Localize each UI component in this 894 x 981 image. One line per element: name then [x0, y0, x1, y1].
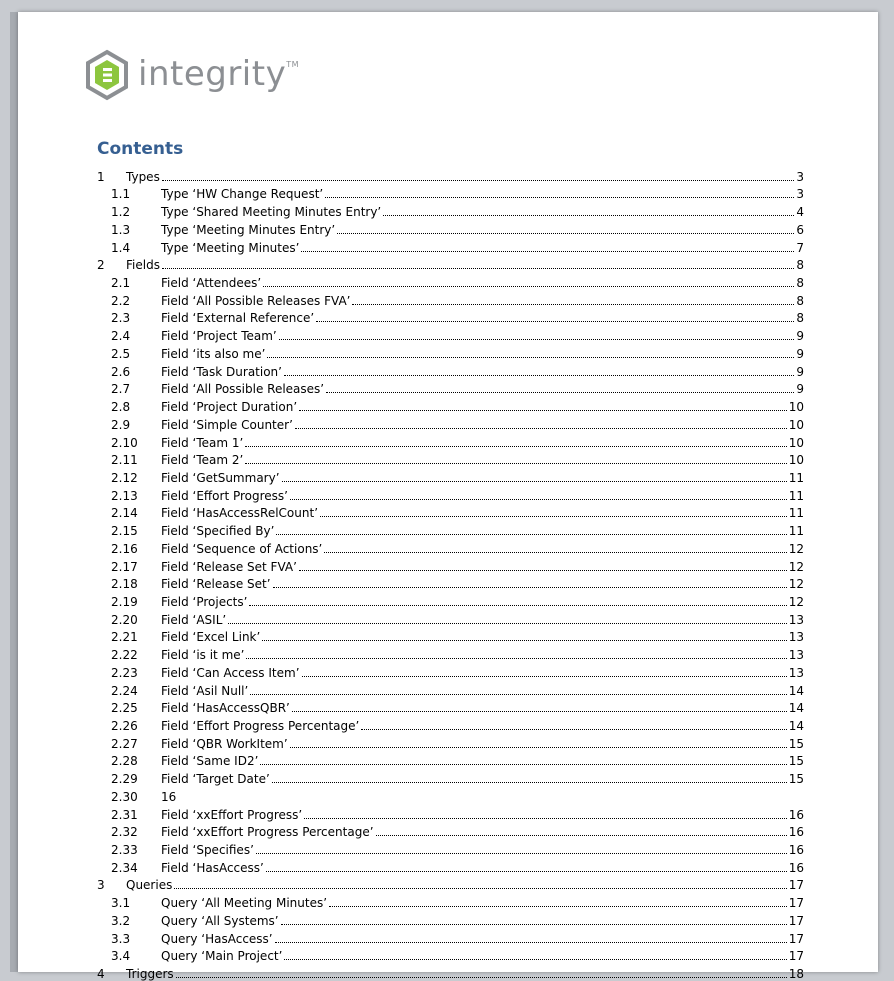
toc-entry-label: Field ‘Asil Null’ — [161, 683, 249, 698]
toc-entry-number: 2.31 — [111, 807, 138, 822]
toc-entry[interactable] — [97, 786, 804, 804]
toc-entry-label: Field ‘Effort Progress Percentage’ — [161, 719, 360, 733]
toc-entry-page: 10 — [788, 435, 804, 450]
toc-entry[interactable] — [97, 520, 804, 538]
toc-entry[interactable] — [97, 556, 804, 574]
toc-entry[interactable] — [97, 414, 804, 432]
toc-entry[interactable] — [97, 946, 804, 964]
toc-entry-number: 2.5 — [111, 346, 131, 361]
toc-title: Contents — [97, 139, 184, 159]
toc-entry-label: Field ‘ASIL’ — [161, 612, 227, 627]
toc-dot-leader — [272, 782, 787, 783]
toc-entry-number: 3.3 — [111, 931, 131, 946]
toc-entry-page: 8 — [796, 276, 804, 291]
toc-dot-leader — [246, 658, 786, 659]
toc-entry-label: Field ‘Task Duration’ — [161, 364, 282, 379]
toc-dot-leader — [162, 180, 795, 181]
logo-wordmark: integrity™ — [138, 54, 299, 94]
toc-dot-leader — [299, 570, 787, 571]
toc-entry[interactable] — [97, 857, 804, 875]
toc-dot-leader — [284, 959, 786, 960]
toc-entry-page: 9 — [796, 329, 804, 344]
toc-entry-label: Field ‘Effort Progress’ — [161, 488, 288, 503]
toc-entry-label: 16 — [161, 789, 177, 804]
toc-entry-label: Field ‘HasAccess’ — [161, 860, 264, 875]
toc-entry-label: Type ‘HW Change Request’ — [161, 187, 324, 202]
toc-entry[interactable] — [97, 219, 804, 237]
toc-entry-number: 2.25 — [111, 701, 138, 716]
toc-entry-page: 13 — [788, 648, 804, 663]
toc-entry-label: Field ‘HasAccessQBR’ — [161, 701, 290, 716]
toc-dot-leader — [267, 357, 794, 358]
toc-entry-label: Field ‘xxEffort Progress Percentage’ — [161, 825, 374, 840]
toc-entry[interactable] — [97, 910, 804, 928]
toc-dot-leader — [256, 853, 787, 854]
toc-entry-label: Field ‘its also me’ — [161, 346, 266, 361]
toc-entry-number: 2.26 — [111, 719, 138, 733]
toc-dot-leader — [301, 251, 794, 252]
toc-dot-leader — [325, 197, 794, 198]
toc-dot-leader — [276, 534, 786, 535]
toc-entry-label: Field ‘Release Set’ — [161, 577, 271, 592]
toc-dot-leader — [316, 321, 794, 322]
toc-entry-number: 2.10 — [111, 435, 138, 450]
toc-entry-label: Triggers — [126, 967, 174, 981]
toc-entry-page: 13 — [788, 665, 804, 680]
toc-entry-label: Type ‘Shared Meeting Minutes Entry’ — [161, 205, 382, 220]
toc-entry-label: Field ‘QBR WorkItem’ — [161, 736, 288, 751]
toc-entry-page: 16 — [788, 843, 804, 858]
toc-entry-page: 11 — [788, 524, 804, 539]
toc-entry[interactable] — [97, 627, 804, 645]
toc-entry-number: 1 — [97, 169, 105, 184]
toc-entry-page: 12 — [788, 594, 804, 609]
toc-entry-page: 16 — [788, 825, 804, 840]
toc-dot-leader — [337, 233, 794, 234]
toc-entry-label: Query ‘All Meeting Minutes’ — [161, 896, 328, 911]
toc-entry[interactable] — [97, 255, 804, 273]
toc-entry-number: 2.20 — [111, 612, 138, 627]
toc-dot-leader — [245, 446, 786, 447]
toc-entry-number: 2.12 — [111, 470, 138, 485]
toc-entry[interactable] — [97, 839, 804, 857]
toc-entry-page: 17 — [788, 931, 804, 946]
toc-entry[interactable] — [97, 201, 804, 219]
toc-dot-leader — [245, 463, 786, 464]
toc-entry-number: 3 — [97, 878, 105, 893]
toc-entry-number: 2.27 — [111, 736, 138, 751]
toc-entry-number: 2.28 — [111, 754, 138, 769]
toc-entry[interactable] — [97, 644, 804, 662]
table-of-contents — [97, 166, 804, 981]
toc-dot-leader — [263, 286, 794, 287]
toc-entry-page: 14 — [788, 719, 804, 733]
toc-entry-number: 1.1 — [111, 187, 131, 202]
toc-entry-page: 12 — [788, 541, 804, 556]
toc-entry[interactable] — [97, 680, 804, 698]
toc-entry-page: 13 — [788, 630, 804, 645]
toc-entry-number: 2.13 — [111, 488, 138, 503]
toc-dot-leader — [304, 818, 787, 819]
toc-dot-leader — [295, 428, 787, 429]
toc-entry-page: 3 — [796, 187, 804, 202]
toc-entry-number: 2.32 — [111, 825, 138, 840]
toc-entry[interactable] — [97, 698, 804, 716]
toc-entry-number: 2.4 — [111, 329, 131, 344]
integrity-logo — [86, 50, 299, 100]
toc-entry-page: 12 — [788, 577, 804, 592]
toc-entry-number: 2.14 — [111, 506, 138, 521]
toc-entry-page: 11 — [788, 470, 804, 485]
toc-entry-label: Field ‘Can Access Item’ — [161, 665, 300, 680]
toc-entry-label: Type ‘Meeting Minutes Entry’ — [161, 222, 336, 237]
toc-entry[interactable] — [97, 804, 804, 822]
toc-entry-page: 12 — [788, 559, 804, 574]
toc-entry-label: Field ‘is it me’ — [161, 648, 245, 663]
toc-entry-number: 2.19 — [111, 594, 138, 609]
toc-entry-number: 2.21 — [111, 630, 138, 645]
toc-entry-number: 2.22 — [111, 648, 138, 663]
toc-entry-label: Field ‘All Possible Releases’ — [161, 382, 325, 397]
toc-entry[interactable] — [97, 325, 804, 343]
toc-dot-leader — [174, 888, 786, 889]
toc-entry-page: 17 — [788, 896, 804, 911]
toc-entry[interactable] — [97, 308, 804, 326]
toc-dot-leader — [361, 729, 786, 730]
toc-entry[interactable] — [97, 822, 804, 840]
toc-entry[interactable] — [97, 963, 804, 981]
toc-entry[interactable] — [97, 751, 804, 769]
toc-entry-page: 9 — [796, 382, 804, 397]
toc-entry-number: 3.2 — [111, 913, 131, 928]
toc-dot-leader — [262, 640, 786, 641]
toc-entry-page: 3 — [796, 169, 804, 184]
toc-entry-label: Query ‘Main Project’ — [161, 949, 283, 964]
toc-entry-number: 2 — [97, 258, 105, 273]
toc-entry-number: 3.1 — [111, 896, 131, 911]
toc-dot-leader — [290, 747, 787, 748]
toc-dot-leader — [290, 499, 787, 500]
toc-entry-page: 10 — [788, 453, 804, 468]
toc-entry[interactable] — [97, 768, 804, 786]
toc-entry-number: 2.11 — [111, 453, 138, 468]
toc-entry-page: 9 — [796, 364, 804, 379]
toc-entry-label: Query ‘All Systems’ — [161, 913, 279, 928]
toc-dot-leader — [320, 516, 787, 517]
toc-entry-label: Field ‘Projects’ — [161, 594, 248, 609]
toc-dot-leader — [162, 268, 794, 269]
toc-entry-number: 2.3 — [111, 311, 131, 326]
toc-dot-leader — [260, 764, 786, 765]
toc-entry-page: 16 — [788, 860, 804, 875]
toc-entry[interactable] — [97, 432, 804, 450]
toc-dot-leader — [281, 924, 787, 925]
toc-entry-label: Field ‘Specifies’ — [161, 843, 254, 858]
toc-entry-page: 10 — [788, 417, 804, 432]
toc-entry-number: 2.24 — [111, 683, 138, 698]
toc-entry-label: Field ‘Attendees’ — [161, 276, 262, 291]
toc-dot-leader — [273, 587, 787, 588]
toc-entry-number: 2.33 — [111, 843, 138, 858]
toc-entry[interactable] — [97, 184, 804, 202]
toc-entry[interactable] — [97, 450, 804, 468]
toc-entry-label: Field ‘Sequence of Actions’ — [161, 541, 323, 556]
toc-entry-page: 4 — [796, 205, 804, 220]
toc-entry-page: 14 — [788, 683, 804, 698]
toc-entry-number: 2.7 — [111, 382, 131, 397]
toc-entry-number: 2.8 — [111, 400, 131, 415]
toc-entry-label: Fields — [126, 258, 160, 273]
toc-entry[interactable] — [97, 166, 804, 184]
toc-entry[interactable] — [97, 503, 804, 521]
toc-entry[interactable] — [97, 715, 804, 733]
toc-entry-label: Types — [126, 169, 160, 184]
toc-entry-label: Query ‘HasAccess’ — [161, 931, 273, 946]
toc-entry-page: 8 — [796, 311, 804, 326]
integrity-hex-icon — [86, 51, 128, 99]
toc-entry[interactable] — [97, 892, 804, 910]
toc-dot-leader — [292, 711, 787, 712]
toc-entry-page: 8 — [796, 293, 804, 308]
toc-entry-number: 2.30 — [111, 789, 138, 804]
toc-entry-page: 15 — [788, 772, 804, 787]
toc-entry[interactable] — [97, 290, 804, 308]
toc-entry-page: 15 — [788, 754, 804, 769]
toc-entry[interactable] — [97, 361, 804, 379]
toc-entry-label: Field ‘All Possible Releases FVA’ — [161, 293, 351, 308]
toc-entry-page: 11 — [788, 506, 804, 521]
window-edge — [10, 12, 18, 972]
toc-entry-number: 1.2 — [111, 205, 131, 220]
toc-entry-label: Type ‘Meeting Minutes’ — [161, 240, 300, 255]
toc-entry-page: 17 — [788, 878, 804, 893]
toc-dot-leader — [284, 375, 794, 376]
toc-entry-page: 13 — [788, 612, 804, 627]
toc-entry-number: 4 — [97, 967, 105, 981]
toc-entry-label: Field ‘xxEffort Progress’ — [161, 807, 303, 822]
toc-entry-number: 2.18 — [111, 577, 138, 592]
toc-entry-number: 2.23 — [111, 665, 138, 680]
toc-entry-label: Field ‘Specified By’ — [161, 524, 275, 539]
toc-entry-label: Field ‘GetSummary’ — [161, 470, 280, 485]
toc-dot-leader — [302, 676, 787, 677]
toc-entry[interactable] — [97, 609, 804, 627]
toc-dot-leader — [329, 906, 787, 907]
toc-entry-label: Field ‘Release Set FVA’ — [161, 559, 297, 574]
toc-entry-label: Field ‘Team 2’ — [161, 453, 244, 468]
toc-dot-leader — [299, 410, 787, 411]
toc-entry-number: 2.6 — [111, 364, 131, 379]
toc-entry-label: Field ‘Team 1’ — [161, 435, 244, 450]
toc-entry-label: Field ‘Simple Counter’ — [161, 417, 293, 432]
toc-entry-number: 2.15 — [111, 524, 138, 539]
toc-entry-number: 1.3 — [111, 222, 131, 237]
toc-dot-leader — [176, 977, 787, 978]
toc-entry-label: Field ‘Same ID2’ — [161, 754, 259, 769]
toc-entry-number: 2.17 — [111, 559, 138, 574]
toc-entry-label: Field ‘Project Duration’ — [161, 400, 298, 415]
toc-entry[interactable] — [97, 396, 804, 414]
toc-entry-page: 16 — [788, 807, 804, 822]
toc-dot-leader — [383, 215, 794, 216]
toc-dot-leader — [376, 835, 787, 836]
toc-entry-label: Field ‘HasAccessRelCount’ — [161, 506, 319, 521]
toc-entry[interactable] — [97, 272, 804, 290]
toc-dot-leader — [324, 552, 786, 553]
toc-entry-page: 15 — [788, 736, 804, 751]
toc-dot-leader — [249, 605, 786, 606]
toc-entry[interactable] — [97, 591, 804, 609]
toc-entry-label: Field ‘Excel Link’ — [161, 630, 261, 645]
toc-entry[interactable] — [97, 485, 804, 503]
toc-entry-number: 2.2 — [111, 293, 131, 308]
toc-entry-page: 18 — [788, 967, 804, 981]
toc-entry-number: 3.4 — [111, 949, 131, 964]
toc-entry[interactable] — [97, 343, 804, 361]
toc-entry-page: 17 — [788, 949, 804, 964]
toc-dot-leader — [282, 481, 787, 482]
toc-dot-leader — [275, 942, 787, 943]
toc-entry-number: 2.16 — [111, 541, 138, 556]
toc-entry[interactable] — [97, 237, 804, 255]
toc-entry-number: 2.34 — [111, 860, 138, 875]
toc-entry[interactable] — [97, 467, 804, 485]
toc-entry-number: 2.1 — [111, 276, 131, 291]
toc-entry[interactable] — [97, 538, 804, 556]
toc-entry-page: 9 — [796, 346, 804, 361]
toc-entry-label: Field ‘Target Date’ — [161, 772, 270, 787]
toc-entry[interactable] — [97, 733, 804, 751]
document-page — [18, 12, 878, 981]
toc-entry-page: 17 — [788, 913, 804, 928]
toc-entry-label: Field ‘Project Team’ — [161, 329, 277, 344]
toc-entry[interactable] — [97, 379, 804, 397]
toc-entry-label: Queries — [126, 878, 173, 893]
toc-entry[interactable] — [97, 928, 804, 946]
toc-dot-leader — [266, 871, 787, 872]
toc-entry[interactable] — [97, 574, 804, 592]
toc-dot-leader — [352, 304, 794, 305]
toc-dot-leader — [279, 339, 795, 340]
toc-entry-page: 11 — [788, 488, 804, 503]
toc-dot-leader — [250, 694, 786, 695]
toc-dot-leader — [326, 392, 794, 393]
toc-entry-page: 8 — [796, 258, 804, 273]
toc-entry-page: 7 — [796, 240, 804, 255]
toc-entry-page: 6 — [796, 222, 804, 237]
toc-entry-label: Field ‘External Reference’ — [161, 311, 315, 326]
toc-entry-page: 14 — [788, 701, 804, 716]
toc-dot-leader — [228, 623, 787, 624]
toc-entry[interactable] — [97, 875, 804, 893]
toc-entry-number: 2.29 — [111, 772, 138, 787]
toc-entry-number: 1.4 — [111, 240, 131, 255]
toc-entry-page: 10 — [788, 400, 804, 415]
toc-entry-number: 2.9 — [111, 417, 131, 432]
toc-entry[interactable] — [97, 662, 804, 680]
